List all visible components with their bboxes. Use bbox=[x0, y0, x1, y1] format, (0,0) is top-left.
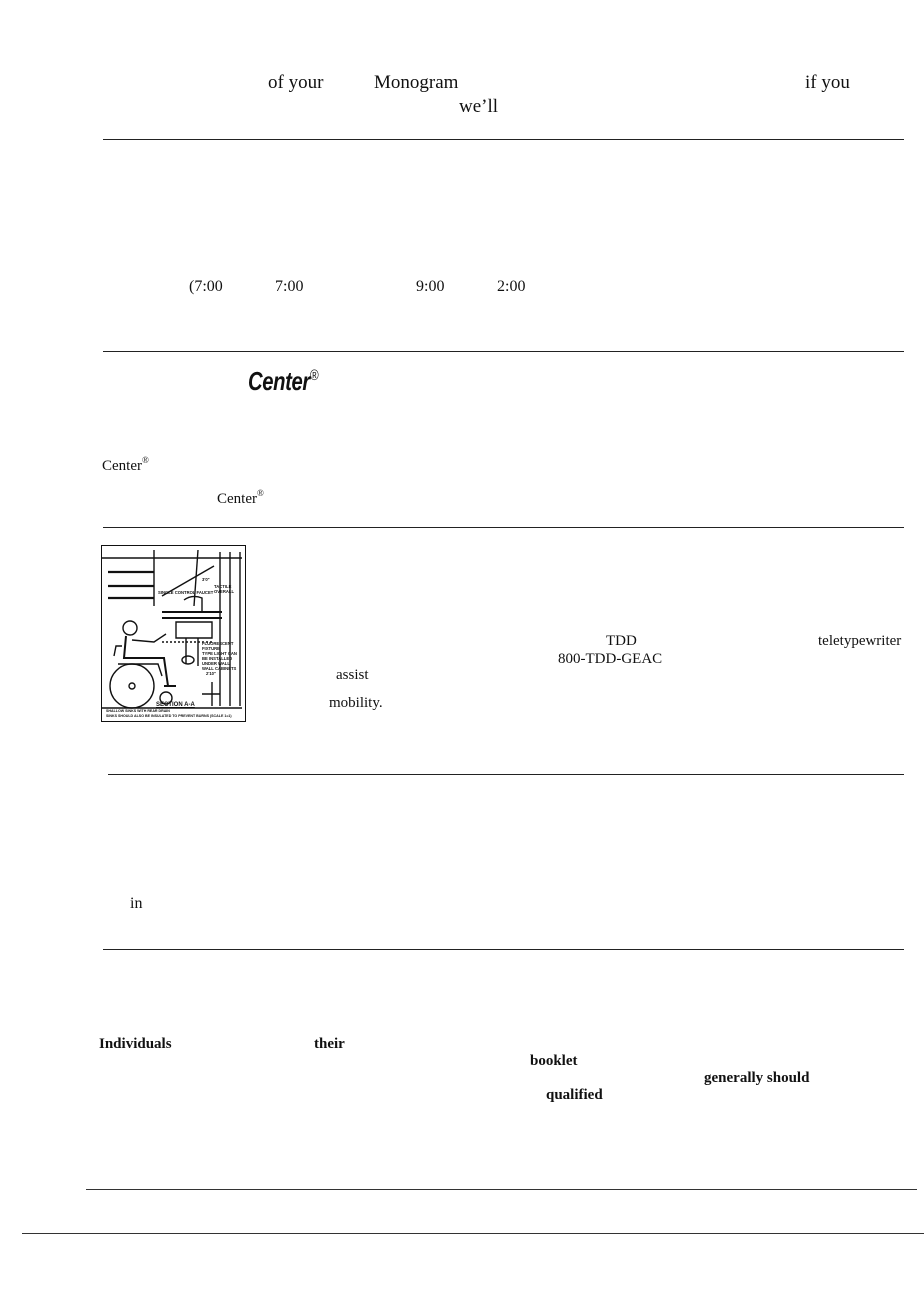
callout-light: TYPE LIGHT CAN bbox=[202, 651, 237, 656]
hours-saturday-open: 9:00 bbox=[416, 278, 445, 295]
dim-callout-bottom: 2'10" bbox=[206, 671, 216, 676]
figure-caption-line-1: SHALLOW SINKS WITH REAR DRAIN bbox=[106, 709, 170, 713]
tdd-label: TDD bbox=[606, 633, 637, 649]
hours-close-time: 7:00 bbox=[275, 278, 304, 295]
in-text: in bbox=[130, 895, 143, 912]
center-line-1-text: Center bbox=[102, 458, 142, 474]
callout-installed: BE INSTALLED bbox=[202, 656, 233, 661]
section-label: SECTION A-A bbox=[156, 702, 195, 708]
generally-should-text: generally should bbox=[704, 1070, 810, 1086]
center-line-2 bbox=[217, 489, 264, 507]
registered-mark: ® bbox=[141, 455, 149, 465]
assist-text: assist bbox=[336, 667, 369, 683]
accessible-sink-diagram bbox=[101, 545, 246, 722]
footer-rule-lower bbox=[22, 1233, 924, 1234]
section-divider-3 bbox=[103, 527, 904, 528]
callout-tactile: TACTILE bbox=[214, 584, 232, 589]
section-divider-4 bbox=[108, 774, 904, 775]
callout-fixture: FIXTURE bbox=[202, 646, 220, 651]
callout-under: UNDER WALL bbox=[202, 661, 230, 666]
center-heading-text: Center bbox=[248, 366, 310, 396]
registered-mark: ® bbox=[256, 488, 264, 498]
header-text-if-you: if you bbox=[805, 72, 850, 93]
center-line-2-text: Center bbox=[217, 491, 257, 507]
their-text: their bbox=[314, 1036, 345, 1052]
hours-open-time: (7:00 bbox=[189, 278, 223, 295]
hours-saturday-close: 2:00 bbox=[497, 278, 526, 295]
booklet-text: booklet bbox=[530, 1053, 578, 1069]
registered-mark: ® bbox=[309, 367, 319, 384]
individuals-text: Individuals bbox=[99, 1036, 172, 1052]
mobility-text: mobility. bbox=[329, 695, 383, 711]
callout-cabinets: WALL CABINETS bbox=[202, 666, 237, 671]
header-text-monogram: Monogram bbox=[374, 72, 459, 93]
center-heading bbox=[248, 368, 318, 394]
section-divider-2 bbox=[103, 351, 904, 352]
section-divider-1 bbox=[103, 139, 904, 140]
tdd-phone-number: 800-TDD-GEAC bbox=[558, 651, 663, 667]
center-line-1 bbox=[102, 456, 149, 474]
section-divider-5 bbox=[103, 949, 904, 950]
callout-overall: OVERALL bbox=[214, 589, 235, 594]
callout-fluorescent: FLUORESCENT bbox=[202, 641, 234, 646]
header-text-well: we’ll bbox=[459, 96, 499, 117]
teletypewriter-label: teletypewriter bbox=[818, 633, 902, 649]
figure-caption-line-2: SINKS SHOULD ALSO BE INSULATED TO PREVENT BURNS (SCALE 1=1) bbox=[106, 714, 232, 718]
wheelchair-user-at-sink-illustration bbox=[102, 546, 245, 721]
header-text-of-your: of your bbox=[268, 72, 324, 93]
qualified-text: qualified bbox=[546, 1087, 603, 1103]
footer-rule-upper bbox=[86, 1189, 917, 1190]
dim-callout-top: 3'0" bbox=[202, 577, 210, 582]
callout-faucet: SINGLE CONTROL FAUCET bbox=[158, 590, 214, 595]
